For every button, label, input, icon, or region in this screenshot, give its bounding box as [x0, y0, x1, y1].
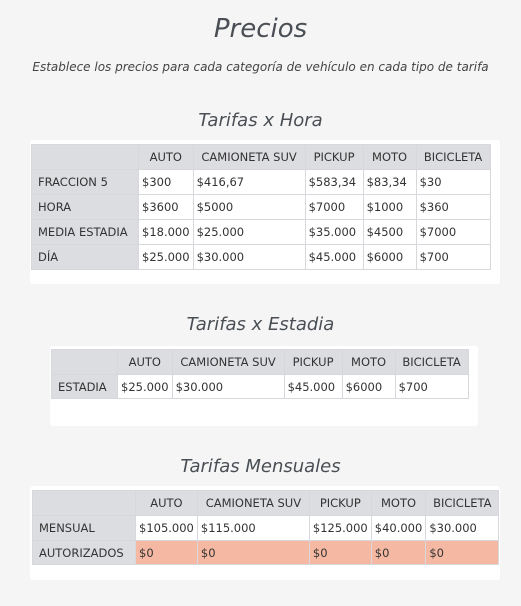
page-subtitle: Establece los precios para cada categoría de vehículo en cada tipo de tarifa [32, 60, 489, 74]
col-header-moto: MOTO [363, 145, 416, 170]
price-cell[interactable]: $4500 [363, 220, 416, 245]
row-label-dia: DÍA [32, 245, 139, 270]
authorized-count-cell: $0 [309, 541, 371, 565]
table-row [32, 170, 491, 195]
table-mensual [32, 490, 499, 565]
price-cell[interactable]: $35.000 [305, 220, 363, 245]
price-cell[interactable]: $30.000 [193, 245, 305, 270]
page-title: Precios [213, 14, 308, 44]
price-cell[interactable]: $30.000 [426, 516, 499, 541]
price-cell[interactable]: $30.000 [172, 375, 284, 399]
price-cell[interactable]: $700 [416, 245, 490, 270]
price-cell[interactable]: $360 [416, 195, 490, 220]
row-label-fraccion: FRACCION 5 [32, 170, 139, 195]
authorized-count-cell: $0 [197, 541, 309, 565]
table-row [32, 245, 491, 270]
table-row [33, 541, 499, 565]
price-cell[interactable]: $45.000 [305, 245, 363, 270]
table-hora [31, 144, 491, 270]
col-header-pickup: PICKUP [305, 145, 363, 170]
table-estadia [51, 349, 469, 399]
row-label-hora: HORA [32, 195, 139, 220]
price-cell[interactable]: $416,67 [193, 170, 305, 195]
section-title-hora: Tarifas x Hora [198, 110, 323, 131]
col-header-pickup: PICKUP [284, 350, 342, 375]
authorized-count-cell: $0 [136, 541, 198, 565]
corner-cell [32, 145, 139, 170]
col-header-camioneta-suv: CAMIONETA SUV [193, 145, 305, 170]
col-header-bicicleta: BICICLETA [416, 145, 490, 170]
price-cell[interactable]: $18.000 [139, 220, 194, 245]
section-title-estadia: Tarifas x Estadia [186, 314, 335, 335]
section-title-mensual: Tarifas Mensuales [180, 456, 341, 477]
price-cell[interactable]: $700 [395, 375, 468, 399]
price-cell[interactable]: $6000 [363, 245, 416, 270]
price-cell[interactable]: $3600 [139, 195, 194, 220]
price-cell[interactable]: $300 [139, 170, 194, 195]
col-header-bicicleta: BICICLETA [395, 350, 468, 375]
col-header-auto: AUTO [118, 350, 173, 375]
col-header-moto: MOTO [371, 491, 426, 516]
price-cell[interactable]: $7000 [305, 195, 363, 220]
table-row [32, 195, 491, 220]
price-cell[interactable]: $25.000 [193, 220, 305, 245]
price-cell[interactable]: $5000 [193, 195, 305, 220]
authorized-count-cell: $0 [371, 541, 426, 565]
price-cell[interactable]: $1000 [363, 195, 416, 220]
table-row [52, 375, 469, 399]
col-header-pickup: PICKUP [309, 491, 371, 516]
price-cell[interactable]: $583,34 [305, 170, 363, 195]
price-cell[interactable]: $30 [416, 170, 490, 195]
authorized-count-cell: $0 [426, 541, 499, 565]
table-row [33, 516, 499, 541]
price-cell[interactable]: $25.000 [118, 375, 173, 399]
table-row [32, 220, 491, 245]
price-cell[interactable]: $6000 [342, 375, 395, 399]
col-header-auto: AUTO [139, 145, 194, 170]
col-header-moto: MOTO [342, 350, 395, 375]
row-label-media-estadia: MEDIA ESTADIA [32, 220, 139, 245]
price-cell[interactable]: $7000 [416, 220, 490, 245]
col-header-camioneta-suv: CAMIONETA SUV [172, 350, 284, 375]
row-label-autorizados: AUTORIZADOS [33, 541, 136, 565]
price-cell[interactable]: $45.000 [284, 375, 342, 399]
row-label-estadia: ESTADIA [52, 375, 118, 399]
price-cell[interactable]: $105.000 [136, 516, 198, 541]
price-cell[interactable]: $125.000 [309, 516, 371, 541]
col-header-camioneta-suv: CAMIONETA SUV [197, 491, 309, 516]
col-header-auto: AUTO [136, 491, 198, 516]
price-cell[interactable]: $25.000 [139, 245, 194, 270]
price-cell[interactable]: $40.000 [371, 516, 426, 541]
row-label-mensual: MENSUAL [33, 516, 136, 541]
price-cell[interactable]: $115.000 [197, 516, 309, 541]
corner-cell [52, 350, 118, 375]
corner-cell [33, 491, 136, 516]
price-cell[interactable]: $83,34 [363, 170, 416, 195]
col-header-bicicleta: BICICLETA [426, 491, 499, 516]
